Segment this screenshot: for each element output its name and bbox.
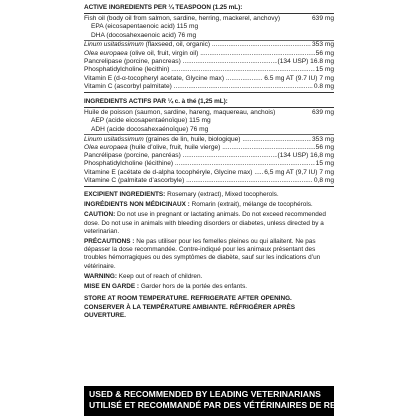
fr-vitamin-e-row xyxy=(84,169,334,177)
ingredient-value: 639 mg xyxy=(312,14,334,22)
en-vitamin-c-row xyxy=(84,83,334,91)
divider xyxy=(84,186,334,187)
storage-en: STORE AT ROOM TEMPERATURE. REFRIGERATE AFTER OPENING. xyxy=(84,295,292,303)
ingredient-name: Vitamine C (palmitate d’ascorbyle) ..... xyxy=(84,177,334,185)
ingredient-name: EPA (eicosapentaenoic acid) 115 mg xyxy=(91,23,199,31)
ingredient-value: 56 mg xyxy=(315,143,334,151)
ingredient-name: Olea europaea (olive oil, fruit, virgin oil) ..... xyxy=(84,50,334,58)
fr-vitamin-c-row xyxy=(84,177,334,185)
ingredient-value: 56 mg xyxy=(315,49,334,57)
en-heading: ACTIVE INGREDIENTS PER ¼ TEASPOON (1.25 mL): xyxy=(84,4,243,11)
ingredient-name: Vitamine E (acétate de d-alpha tocophéryle, Glycine max) ..... xyxy=(84,169,334,177)
ingredient-value: 15 mg xyxy=(315,66,334,74)
ingredient-name: Olea europaea (huile d’olive, fruit, huile vierge) ..... xyxy=(84,144,334,152)
fr-fish-oil-row xyxy=(84,109,334,117)
ingredient-name: Fish oil (body oil from salmon, sardine, herring, mackerel, anchovy) xyxy=(84,14,281,22)
en-epa-row xyxy=(84,23,334,31)
divider xyxy=(84,107,334,108)
banner-line-en: USED & RECOMMENDED BY LEADING VETERINARIANS xyxy=(89,389,321,399)
ingredient-name: Pancrelipase (porcine, pancreas) ..... xyxy=(84,58,334,66)
ingredient-name: Pancrélipase (porcine, pancréas) ..... xyxy=(84,152,334,160)
fr-linum-row xyxy=(84,136,334,144)
ingredient-name: DHA (docosahexaenoic acid) 76 mg xyxy=(91,31,197,39)
ingredient-name: AEP (acide eicosapentaénoïque) 115 mg xyxy=(91,117,211,125)
fr-heading: INGRÉDIENTS ACTIFS PAR ¼ c. à thé (1,25 mL): xyxy=(84,98,228,106)
fr-adh-row xyxy=(84,126,334,134)
ingredient-name: ADH (acide docosahexaénoïque) 76 mg xyxy=(91,125,209,133)
ingredient-value: 6,5 mg AT (9,7 IU) 7 mg xyxy=(264,168,334,176)
divider xyxy=(84,92,334,93)
excipient-fr: INGRÉDIENTS NON MÉDICINAUX : Romarin (extrait), mélange de tocophérols. xyxy=(84,201,313,209)
en-phosphatidyl-row xyxy=(84,66,334,74)
ingredient-value: 0.8 mg xyxy=(313,82,334,90)
excipient-en: EXCIPIENT INGREDIENTS: Rosemary (extract), Mixed tocopherols. xyxy=(84,191,279,199)
ingredient-name: Linum usitatissimum (graines de lin, huile, biologique) ..... xyxy=(84,136,334,144)
ingredient-name: Phosphatidylcholine (lécithine) ..... xyxy=(84,160,334,168)
fr-olea-row xyxy=(84,144,334,152)
en-dha-row xyxy=(84,32,334,40)
fr-aep-row xyxy=(84,117,334,125)
warning-fr: MISE EN GARDE : Garder hors de la portée des enfants. xyxy=(84,283,248,291)
en-vitamin-e-row xyxy=(84,75,334,83)
caution-fr: PRÉCAUTIONS : Ne pas utiliser pour les femelles pleines ou qui allaitent. Ne pas dépasser la dose recommandée. Contre-indiqué pour les animaux présentant des troubles hémorragiques ou des symptômes de diabète, sauf sur les indications d’un vétérinaire. xyxy=(84,238,321,270)
en-linum-row xyxy=(84,41,334,49)
en-pancrelipase-row xyxy=(84,58,334,66)
en-olea-row xyxy=(84,50,334,58)
en-fish-oil-row xyxy=(84,15,334,23)
storage-fr: CONSERVER À LA TEMPÉRATURE AMBIANTE. RÉFRIGÉRER APRÈS OUVERTURE. xyxy=(84,303,296,319)
ingredient-name: Vitamin C (ascorbyl palmitate) ..... xyxy=(84,83,334,91)
supplement-facts-label xyxy=(84,0,334,386)
caution-en: CAUTION: Do not use in pregnant or lactating animals. Do not exceed recommended dose. Do not use in animals with bleeding disorders or diabetes, unless directed by a veterinarian. xyxy=(84,211,326,235)
fr-pancrelipase-row xyxy=(84,152,334,160)
ingredient-value: 15 mg xyxy=(315,160,334,168)
ingredient-value: 6.5 mg AT (9.7 IU) 7 mg xyxy=(264,74,334,82)
ingredient-value: 639 mg xyxy=(312,109,334,117)
endorsement-banner xyxy=(84,386,356,416)
ingredient-value: 353 mg xyxy=(312,41,334,49)
ingredient-value: 0,8 mg xyxy=(313,176,334,184)
ingredient-value: 353 mg xyxy=(312,135,334,143)
divider xyxy=(84,13,334,14)
ingredient-name: Huile de poisson (saumon, sardine, hareng, maquereau, anchois) xyxy=(84,109,276,117)
ingredient-value: (134 USP) 16,8 mg xyxy=(277,152,334,160)
ingredient-value: (134 USP) 16.8 mg xyxy=(277,58,334,66)
ingredient-name: Vitamin E (d-α-tocopheryl acetate, Glycine max) ..... xyxy=(84,75,334,83)
ingredient-name: Linum usitatissimum (flaxseed, oil, organic) ..... xyxy=(84,41,334,49)
ingredient-name: Phosphatidylcholine (lecithin) ..... xyxy=(84,66,334,74)
warning-en: WARNING: Keep out of reach of children. xyxy=(84,272,203,280)
fr-phosphatidyl-row xyxy=(84,160,334,168)
banner-line-fr: UTILISÉ ET RECOMMANDÉ PAR DES VÉTÉRINAIRES DE RENOM xyxy=(89,400,356,410)
